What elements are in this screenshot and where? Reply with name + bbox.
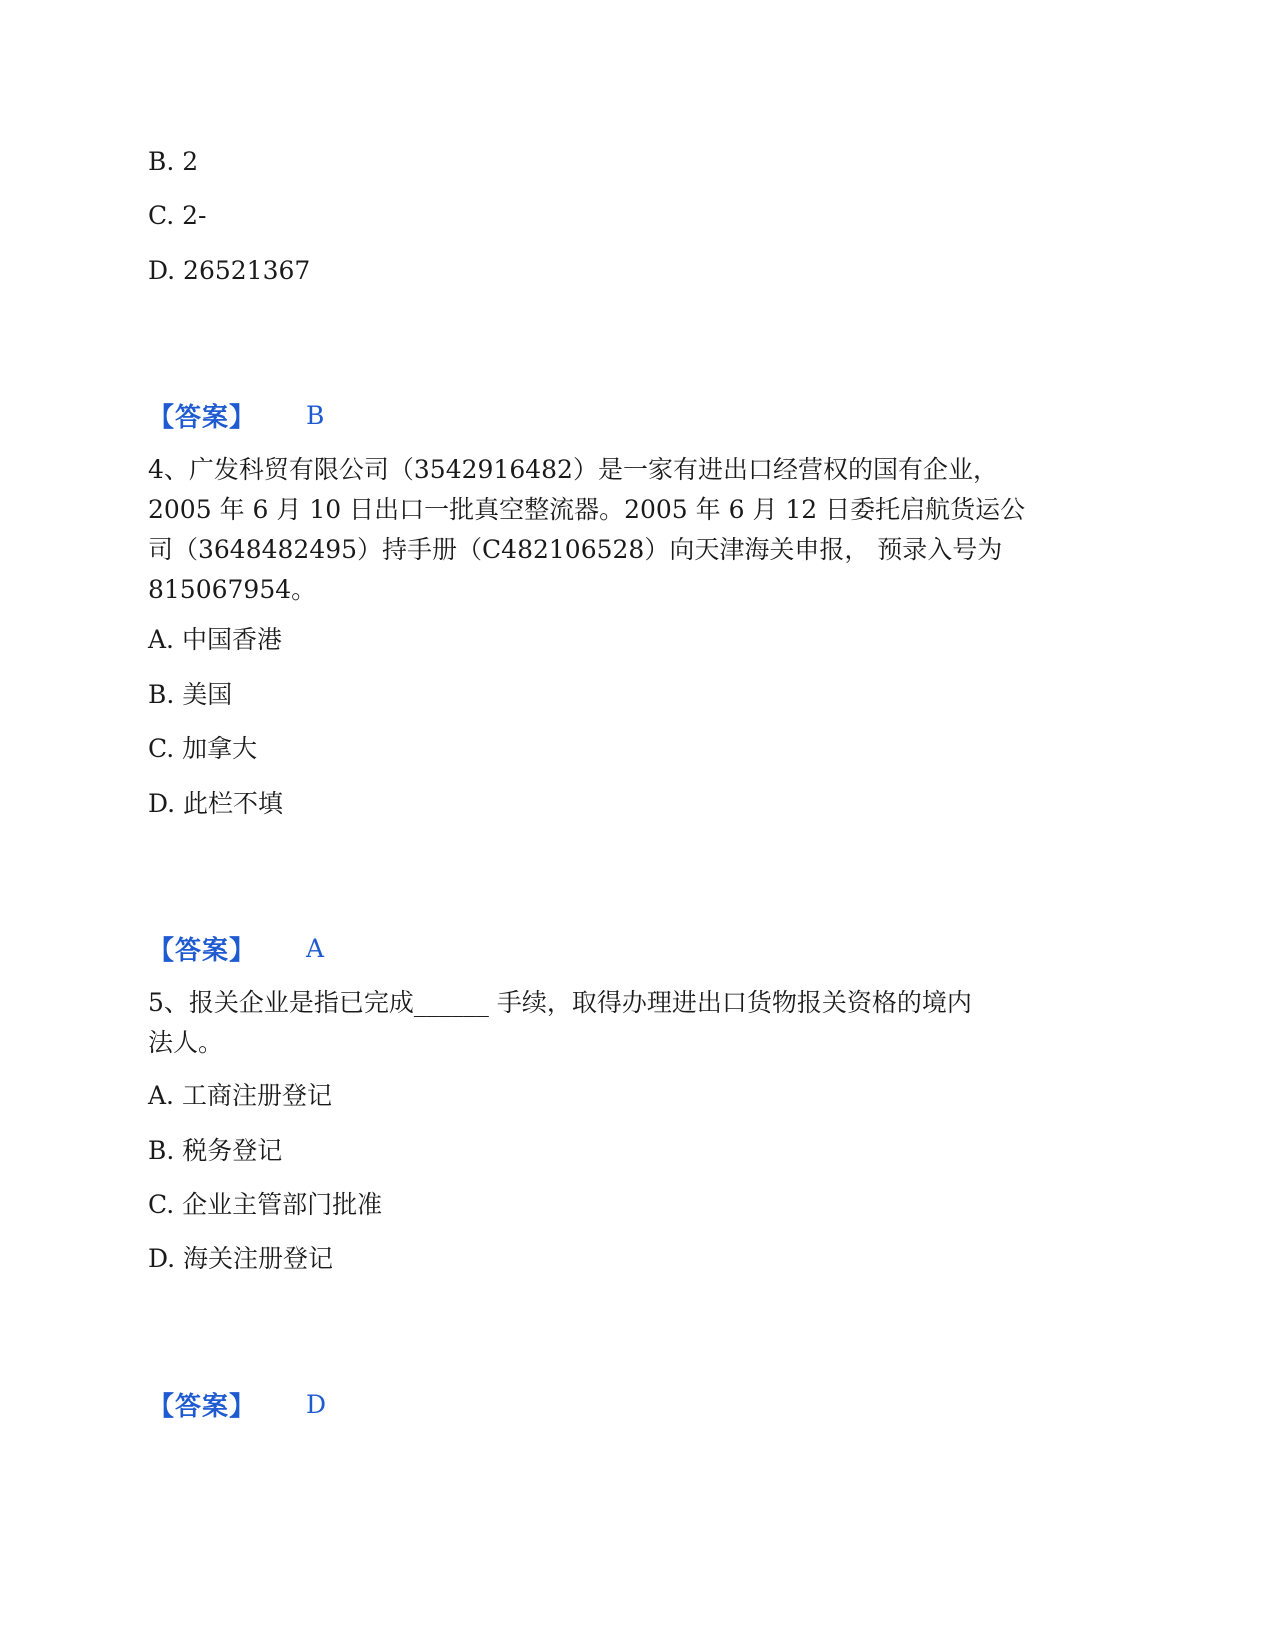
answer-value: B xyxy=(306,400,325,430)
q5-option-a: A. 工商注册登记 xyxy=(148,1081,332,1110)
q5-option-b: B. 税务登记 xyxy=(148,1136,283,1165)
q4-line-1: 4、广发科贸有限公司（3542916482）是一家有进出口经营权的国有企业， xyxy=(148,455,998,484)
q5-option-d: D. 海关注册登记 xyxy=(148,1244,334,1273)
q3-option-d: D. 26521367 xyxy=(148,256,311,285)
q5-option-c: C. 企业主管部门批准 xyxy=(148,1190,383,1219)
q5-line-2: 法人。 xyxy=(148,1028,224,1057)
q4-line-3: 司（3648482495）持手册（C482106528）向天津海关申报， 预录入号为 xyxy=(148,535,1003,564)
q5-line-1: 5、报关企业是指已完成______ 手续，取得办理进出口货物报关资格的境内 xyxy=(148,988,972,1017)
q3-answer-row xyxy=(148,398,324,432)
q5-answer-row xyxy=(148,1387,326,1421)
q4-option-b: B. 美国 xyxy=(148,680,233,709)
q4-option-d: D. 此栏不填 xyxy=(148,789,284,818)
q4-line-4: 815067954。 xyxy=(148,575,317,604)
answer-value: A xyxy=(306,933,325,963)
answer-tag: 【答案】 xyxy=(148,1391,257,1422)
answer-tag: 【答案】 xyxy=(148,402,257,433)
q3-option-b: B. 2 xyxy=(148,147,199,176)
q4-line-2: 2005 年 6 月 10 日出口一批真空整流器。2005 年 6 月 12 日委托启航货运公 xyxy=(148,495,1026,524)
answer-tag: 【答案】 xyxy=(148,935,257,966)
q5-question-text xyxy=(148,983,1108,1063)
answer-value: D xyxy=(306,1389,327,1419)
q4-option-c: C. 加拿大 xyxy=(148,734,258,763)
q4-option-a: A. 中国香港 xyxy=(148,625,282,654)
q4-question-text xyxy=(148,450,1108,610)
q3-option-c: C. 2- xyxy=(148,201,207,230)
q4-answer-row xyxy=(148,931,324,965)
